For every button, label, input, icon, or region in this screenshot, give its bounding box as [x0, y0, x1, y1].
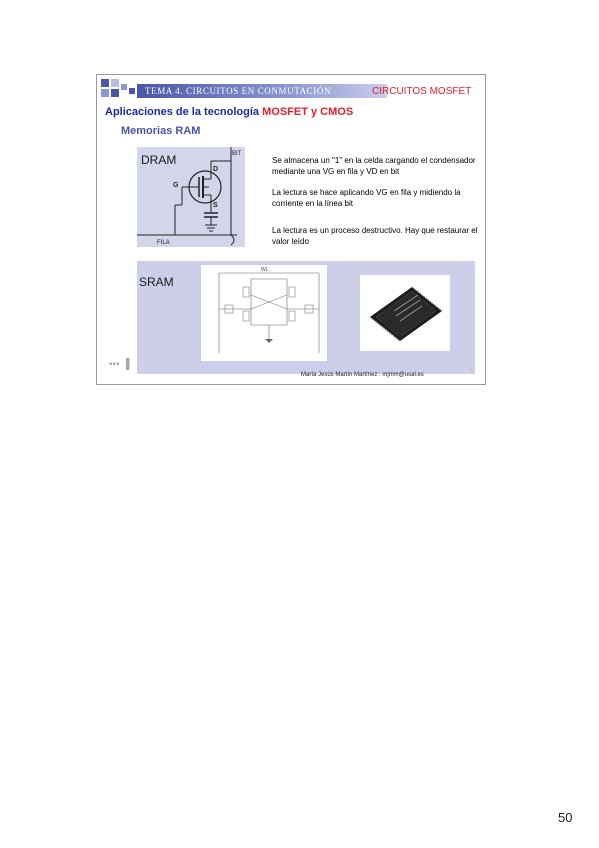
sram-circuit-image — [201, 265, 327, 361]
section-heading: Memorias RAM — [121, 125, 201, 137]
source-label: S — [213, 202, 218, 209]
header-decoration — [111, 79, 119, 87]
word-line-label: WL — [261, 267, 269, 273]
slide-number-mark: ◔ — [469, 367, 474, 374]
gate-label: G — [173, 182, 179, 189]
header-decoration — [101, 89, 109, 97]
memory-chip-icon — [360, 275, 450, 351]
header-decoration — [101, 79, 109, 87]
dram-read-text: La lectura se hace aplicando VG en fila y midiendo la corriente en la línea bit — [272, 188, 461, 208]
university-logo: ▪▪▪ ▐ — [109, 359, 130, 370]
dram-destructive-text: La lectura es un proceso destructivo. Hay que restaurar el valor leído — [272, 226, 478, 246]
dram-cell-diagram — [137, 147, 249, 247]
header-decoration — [121, 84, 127, 90]
dram-write-text: Se almacena un "1" en la celda cargando el condensador mediante una VG en fila y VD en bit — [272, 156, 476, 176]
slide-subtitle — [105, 106, 353, 118]
dram-label: DRAM — [141, 153, 177, 167]
row-line-label: FILA — [157, 240, 170, 246]
page-number: 50 — [558, 810, 573, 825]
header-section: CIRCUITOS MOSFET — [372, 86, 472, 97]
sram-circuit-diagram — [201, 265, 327, 361]
chip-photo — [360, 275, 450, 351]
drain-label: D — [213, 166, 219, 173]
header-decoration — [129, 88, 135, 94]
bit-line-label: BIT — [232, 151, 242, 157]
slide-header — [97, 75, 486, 103]
header-title: TEMA 4. CIRCUITOS EN CONMUTACIÓN — [145, 86, 332, 96]
slide-frame — [96, 74, 486, 385]
slide-footer: María Jesús Martín Martínez : mjmm@usal.es — [301, 372, 424, 378]
header-decoration — [111, 89, 119, 97]
sram-label: SRAM — [139, 275, 174, 289]
subtitle-prefix: Aplicaciones de la tecnología — [105, 106, 263, 118]
subtitle-highlight: MOSFET y CMOS — [262, 106, 354, 118]
